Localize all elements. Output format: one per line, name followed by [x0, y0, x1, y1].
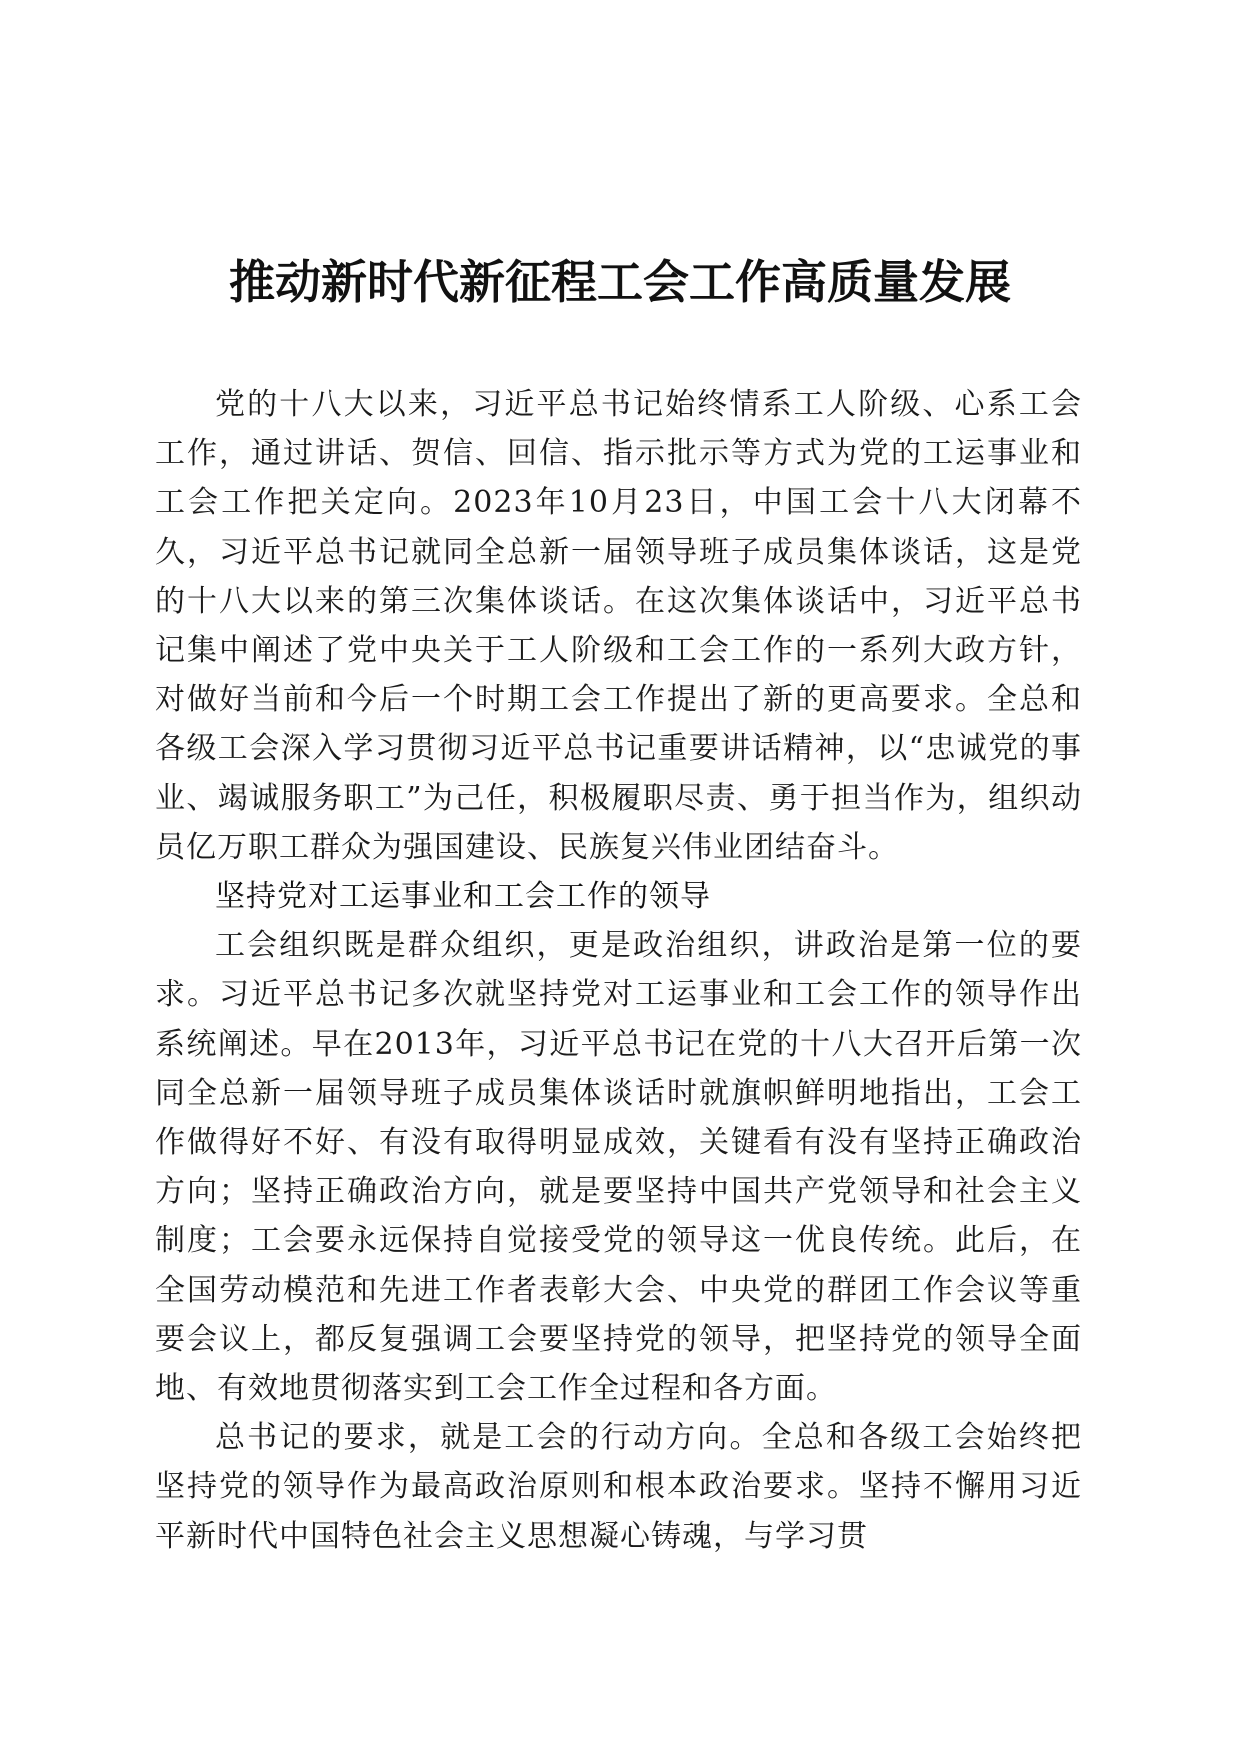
paragraph-intro: 党的十八大以来，习近平总书记始终情系工人阶级、心系工会工作，通过讲话、贺信、回信、指示批示等方式为党的工运事业和工会工作把关定向。2023年10月23日，中国工会十八大闭幕不久，习近平总书记就同全总新一届领导班子成员集体谈话，这是党的十八大以来的第三次集体谈话。在这次集体谈话中，习近平总书记集中阐述了党中央关于工人阶级和工会工作的一系列大政方针，对做好当前和今后一个时期工会工作提出了新的更高要求。全总和各级工会深入学习贯彻习近平总书记重要讲话精神，以“忠诚党的事业、竭诚服务职工”为己任，积极履职尽责、勇于担当作为，组织动员亿万职工群众为强国建设、民族复兴伟业团结奋斗。	[155, 387, 1082, 865]
paragraph-section-2: 总书记的要求，就是工会的行动方向。全总和各级工会始终把坚持党的领导作为最高政治原则和根本政治要求。坚持不懈用习近平新时代中国特色社会主义思想凝心铸魂，与学习贯	[155, 1420, 1082, 1554]
section-heading: 坚持党对工运事业和工会工作的领导	[215, 879, 711, 915]
paragraph-section-1: 工会组织既是群众组织，更是政治组织，讲政治是第一位的要求。习近平总书记多次就坚持党对工运事业和工会工作的领导作出系统阐述。早在2013年，习近平总书记在党的十八大召开后第一次同全总新一届领导班子成员集体谈话时就旗帜鲜明地指出，工会工作做得好不好、有没有取得明显成效，关键看有没有坚持正确政治方向；坚持正确政治方向，就是要坚持中国共产党领导和社会主义制度；工会要永远保持自觉接受党的领导这一优良传统。此后，在全国劳动模范和先进工作者表彰大会、中央党的群团工作会议等重要会议上，都反复强调工会要坚持党的领导，把坚持党的领导全面地、有效地贯彻落实到工会工作全过程和各方面。	[155, 928, 1082, 1407]
document-title: 推动新时代新征程工会工作高质量发展	[229, 255, 1011, 309]
document-body	[155, 380, 1082, 1561]
